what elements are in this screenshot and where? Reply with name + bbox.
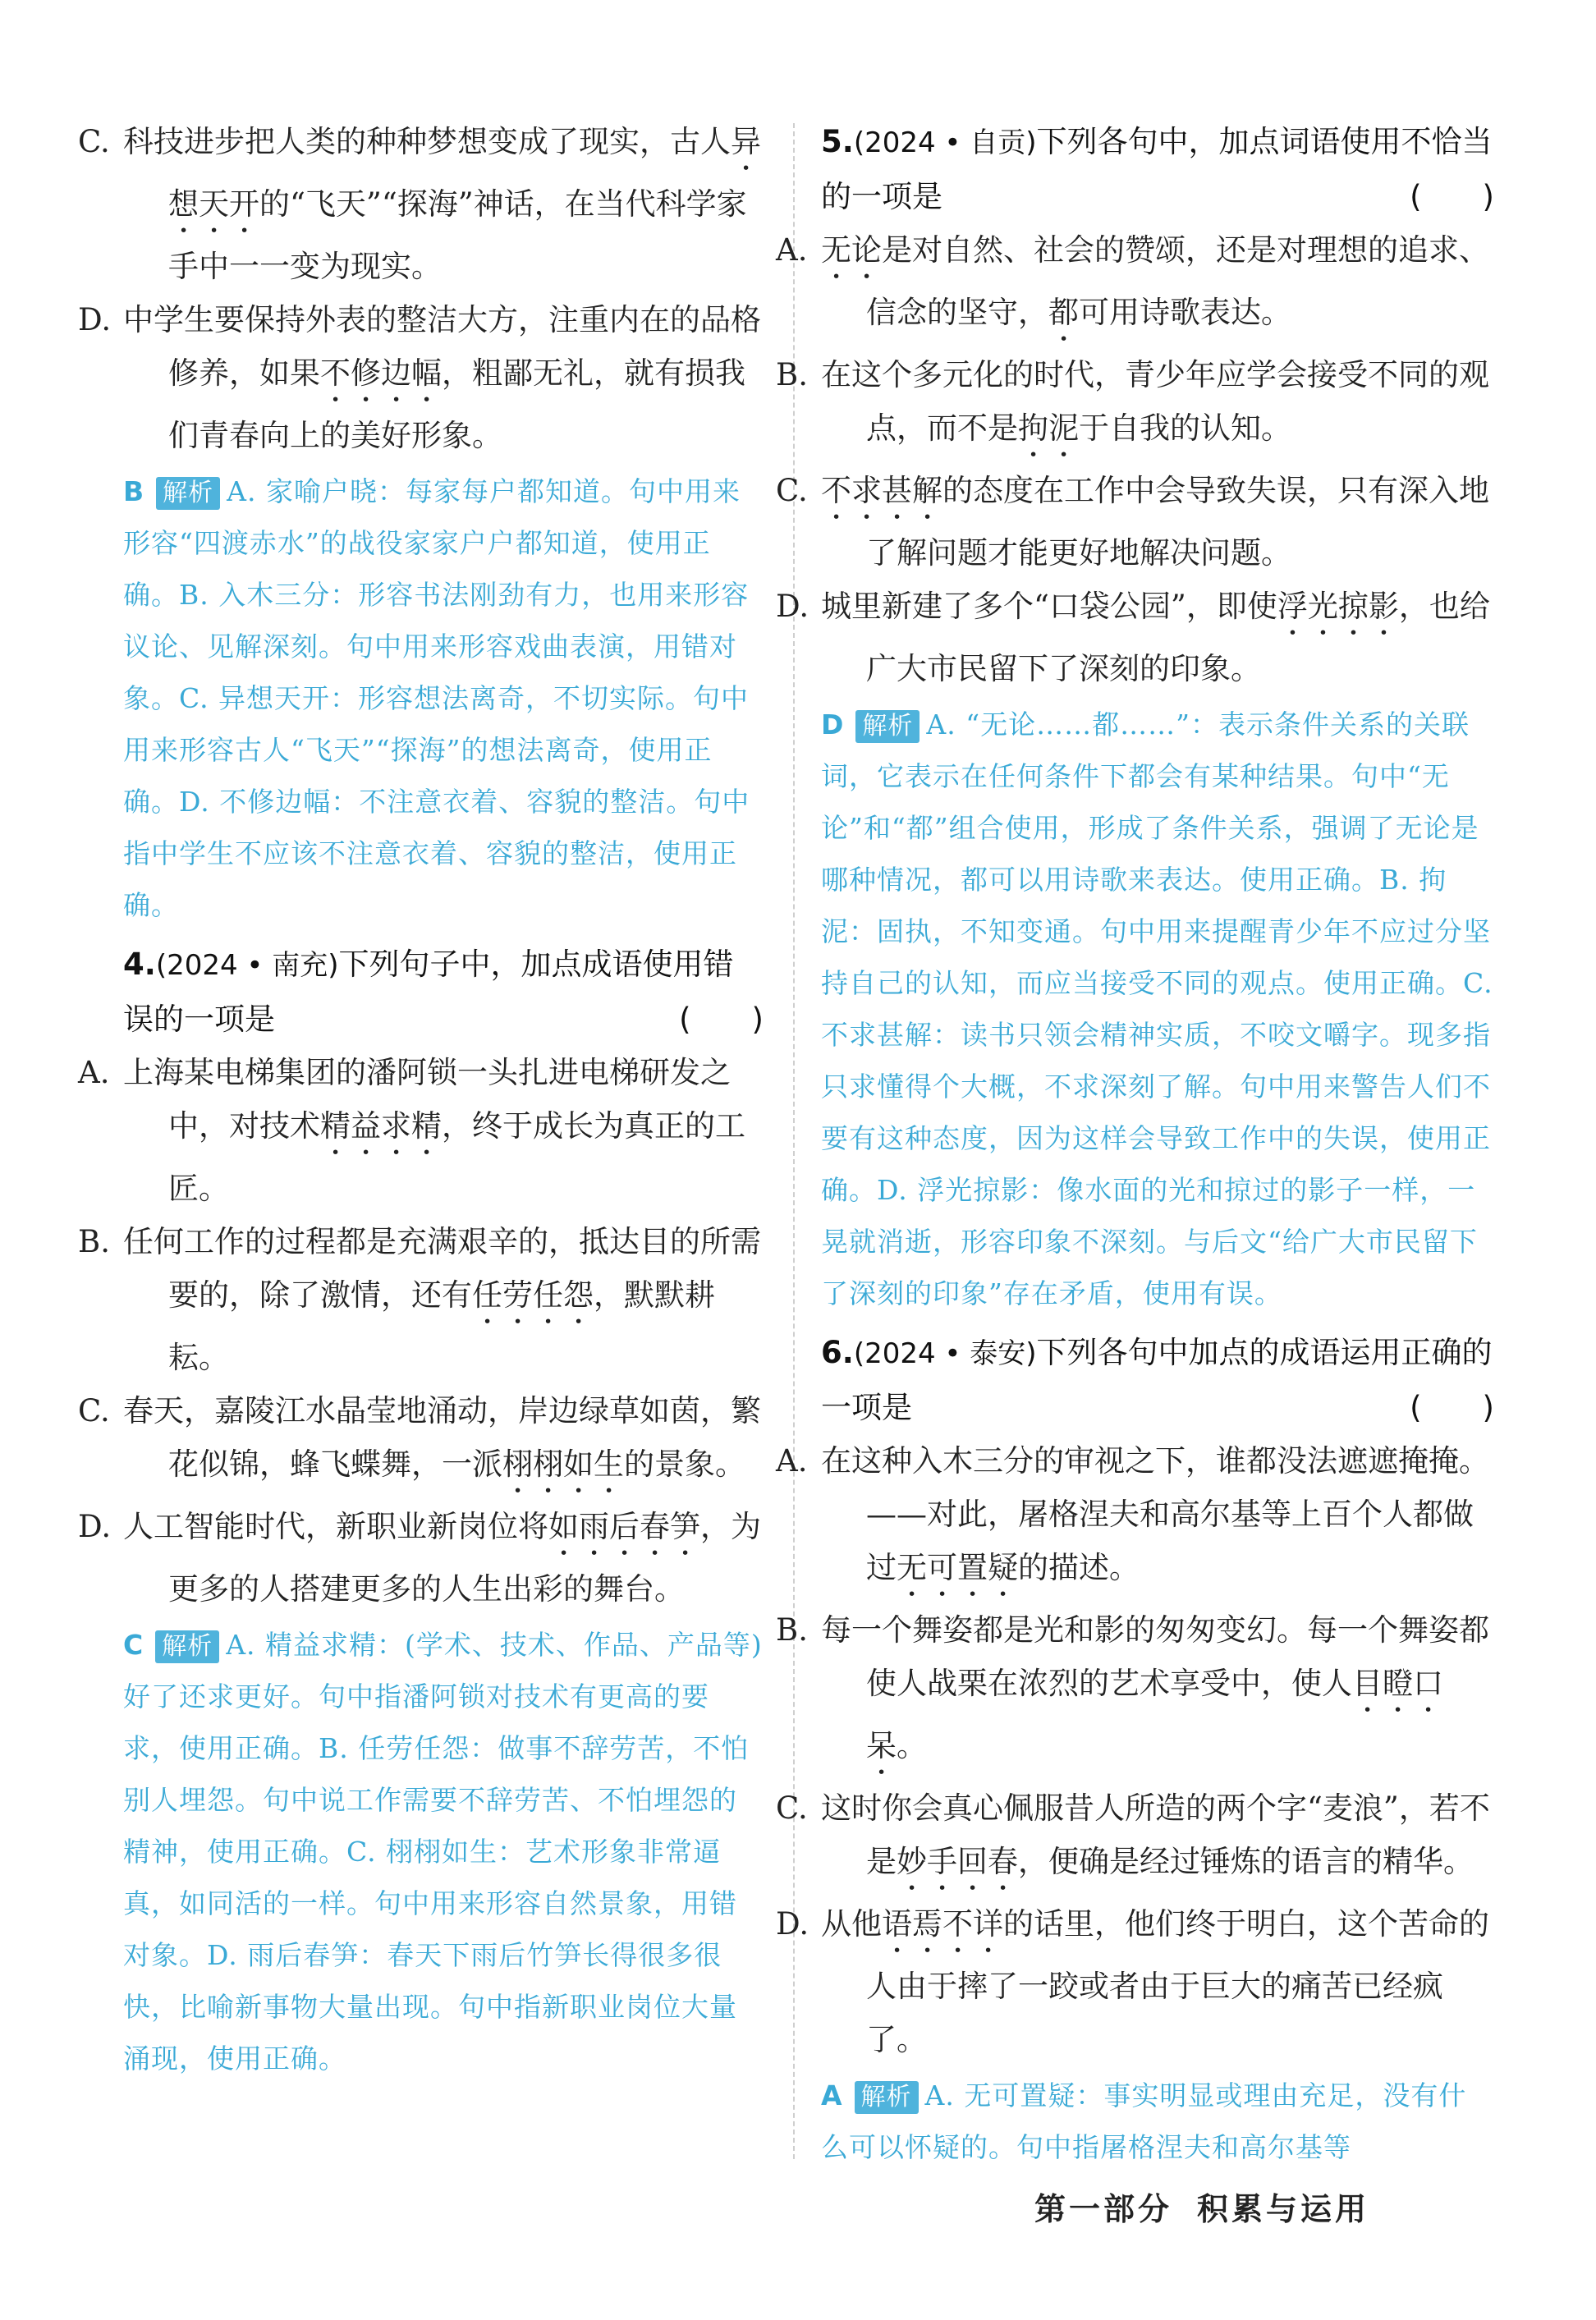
q5-stem: 5.(2024 • 自贡)下列各句中，加点词语使用不恰当的一项是 ( ) [821, 115, 1494, 223]
q4-analysis [123, 1619, 764, 2084]
q6-analysis [821, 2070, 1494, 2173]
dotted-word: 都 [1048, 295, 1079, 330]
q6-option-d: D. 从他语焉不详的话里，他们终于明白，这个苦命的人由于摔了一跤或者由于巨大的痛苦已经疯了。 [776, 1906, 1489, 2057]
q6-option-a: A. 在这种入木三分的审视之下，谁都没法遮遮掩掩。——对此，屠格涅夫和高尔基等上百个人都做过无可置疑的描述。 [776, 1443, 1489, 1585]
question-number: 4. [123, 947, 156, 982]
q4-option-a: A. 上海某电梯集团的潘阿锁一头扎进电梯研发之中，对技术精益求精，终于成长为真正的工匠。 [78, 1055, 745, 1206]
dotted-idiom: 异想天开 [168, 124, 761, 222]
dotted-word: 不求甚解 [821, 473, 942, 508]
q4-option-b: B. 任何工作的过程都是充满艰辛的，抵达目的所需要的，除了激情，还有任劳任怨，默默耕耘。 [78, 1224, 761, 1375]
analysis-tag: 解析 [155, 1630, 219, 1663]
answer-letter: D [821, 708, 845, 740]
footer-title: 积累与运用 [1197, 2191, 1370, 2227]
q6-stem: 6.(2024 • 泰安)下列各句中加点的成语运用正确的一项是 ( ) [821, 1326, 1494, 1434]
answer-bracket: ( ) [679, 1002, 764, 1037]
q6-option-b: B. 每一个舞姿都是光和影的匆匆变幻。每一个舞姿都使人战栗在浓烈的艺术享受中，使人目瞪口呆。 [776, 1612, 1489, 1763]
q5-option-a: A. 无论是对自然、社会的赞颂，还是对理想的追求、信念的坚守，都可用诗歌表达。 [776, 232, 1489, 330]
q4-stem: 4.(2024 • 南充)下列句子中，加点成语使用错误的一项是 ( ) [123, 938, 764, 1046]
question-source: (2024 • 泰安) [853, 1337, 1037, 1370]
dotted-word: 拘泥 [1018, 410, 1079, 446]
analysis-tag: 解析 [156, 477, 220, 510]
question-number: 6. [821, 1335, 854, 1370]
question-number: 5. [821, 124, 854, 159]
dotted-idiom: 妙手回春 [897, 1844, 1018, 1879]
answer-letter: C [123, 1629, 144, 1661]
footer-part: 第一部分 [1034, 2191, 1173, 2227]
column-divider [793, 123, 795, 2159]
analysis-text: A. 无可置疑：事实明显或理由充足，没有什么可以怀疑的。句中指屠格涅夫和高尔基等 [821, 2079, 1467, 2163]
analysis-text: A. 精益求精：(学术、技术、作品、产品等)好了还求更好。句中指潘阿锁对技术有更高的要求，使用正确。B. 任劳任怨：做事不辞劳苦，不怕别人埋怨。句中说工作需要不辞劳苦、不怕埋怨的精神，使用正确。C. 栩栩如生：艺术形象非常逼真，如同活的一样。句中用来形容自然景象，用错对象。D. 雨后春笋：春天下雨后竹笋长得很多很快，比喻新事物大量出现。句中指新职业岗位大量涌现，使用正确。 [123, 1629, 763, 2075]
q5-option-b: B. 在这个多元化的时代，青少年应学会接受不同的观点，而不是拘泥于自我的认知。 [776, 357, 1489, 446]
page-footer [1034, 2184, 1369, 2229]
right-column [776, 115, 1494, 2180]
left-column [78, 115, 764, 2091]
dotted-idiom: 不修边幅 [320, 355, 442, 391]
analysis-tag: 解析 [855, 710, 920, 743]
q5-option-d: D. 城里新建了多个“口袋公园”，即使浮光掠影，也给广大市民留下了深刻的印象。 [776, 589, 1490, 686]
answer-letter: B [123, 475, 145, 507]
question-source: (2024 • 南充) [155, 949, 339, 982]
dotted-idiom: 语焉不详 [882, 1906, 1003, 1942]
dotted-idiom: 无可置疑 [897, 1550, 1018, 1585]
dotted-idiom: 目瞪口呆 [866, 1666, 1443, 1763]
analysis-text: A. 家喻户晓：每家每户都知道。句中用来形容“四渡赤水”的战役家家户户都知道，使用正确。B. 入木三分：形容书法刚劲有力，也用来形容议论、见解深刻。句中用来形容戏曲表演，用错对象。C. 异想天开：形容想法离奇，不切实际。句中用来形容古人“飞天”“探海”的想法离奇，使用正确。D. 不修边幅：不注意衣着、容貌的整洁。句中指中学生不应该不注意衣着、容貌的整洁，使用正确。 [123, 475, 750, 921]
answer-bracket: ( ) [1410, 1390, 1494, 1425]
q6-option-c: C. 这时你会真心佩服昔人所造的两个字“麦浪”，若不是妙手回春，便确是经过锤炼的语言的精华。 [776, 1790, 1490, 1879]
answer-letter: A [821, 2079, 843, 2111]
analysis-tag: 解析 [855, 2081, 919, 2114]
q5-analysis [821, 699, 1494, 1319]
question-source: (2024 • 自贡) [853, 126, 1037, 159]
analysis-text: A. “无论……都……”：表示条件关系的关联词，它表示在任何条件下都会有某种结果。句中“无论”和“都”组合使用，形成了条件关系，强调了无论是哪种情况，都可以用诗歌来表达。使用正确。B. 拘泥：固执，不知变通。句中用来提醒青少年不应过分坚持自己的认知，而应当接受不同的观点。使用正确。C. 不求甚解：读书只领会精神实质，不咬文嚼字。现多指只求懂得个大概，不求深刻了解。句中用来警告人们不要有这种态度，因为这样会导致工作中的失误，使用正确。D. 浮光掠影：像水面的光和掠过的影子一样，一晃就消逝，形容印象不深刻。与后文“给广大市民留下了深刻的印象”存在矛盾，使用有误。 [821, 708, 1493, 1309]
dotted-idiom: 任劳任怨 [472, 1277, 594, 1313]
answer-bracket: ( ) [1410, 179, 1494, 214]
q5-option-c: C. 不求甚解的态度在工作中会导致失误，只有深入地了解问题才能更好地解决问题。 [776, 473, 1489, 571]
q3-analysis [123, 465, 764, 931]
q3-option-c: C. 科技进步把人类的种种梦想变成了现实，古人异想天开的“飞天”“探海”神话，在当代科学家手中一一变为现实。 [78, 124, 761, 284]
q4-option-d: D. 人工智能时代，新职业新岗位将如雨后春笋，为更多的人搭建更多的人生出彩的舞台。 [78, 1509, 761, 1607]
dotted-idiom: 如雨后春笋 [548, 1509, 700, 1544]
dotted-word: 浮光掠影 [1277, 589, 1399, 624]
dotted-word: 无论 [821, 232, 882, 268]
q3-option-d: D. 中学生要保持外表的整洁大方，注重内在的品格修养，如果不修边幅，粗鄙无礼，就有损我们青春向上的美好形象。 [78, 302, 761, 453]
dotted-idiom: 精益求精 [320, 1108, 442, 1144]
dotted-idiom: 栩栩如生 [502, 1447, 624, 1482]
q4-option-c: C. 春天，嘉陵江水晶莹地涌动，岸边绿草如茵，繁花似锦，蜂飞蝶舞，一派栩栩如生的景象。 [78, 1393, 761, 1482]
